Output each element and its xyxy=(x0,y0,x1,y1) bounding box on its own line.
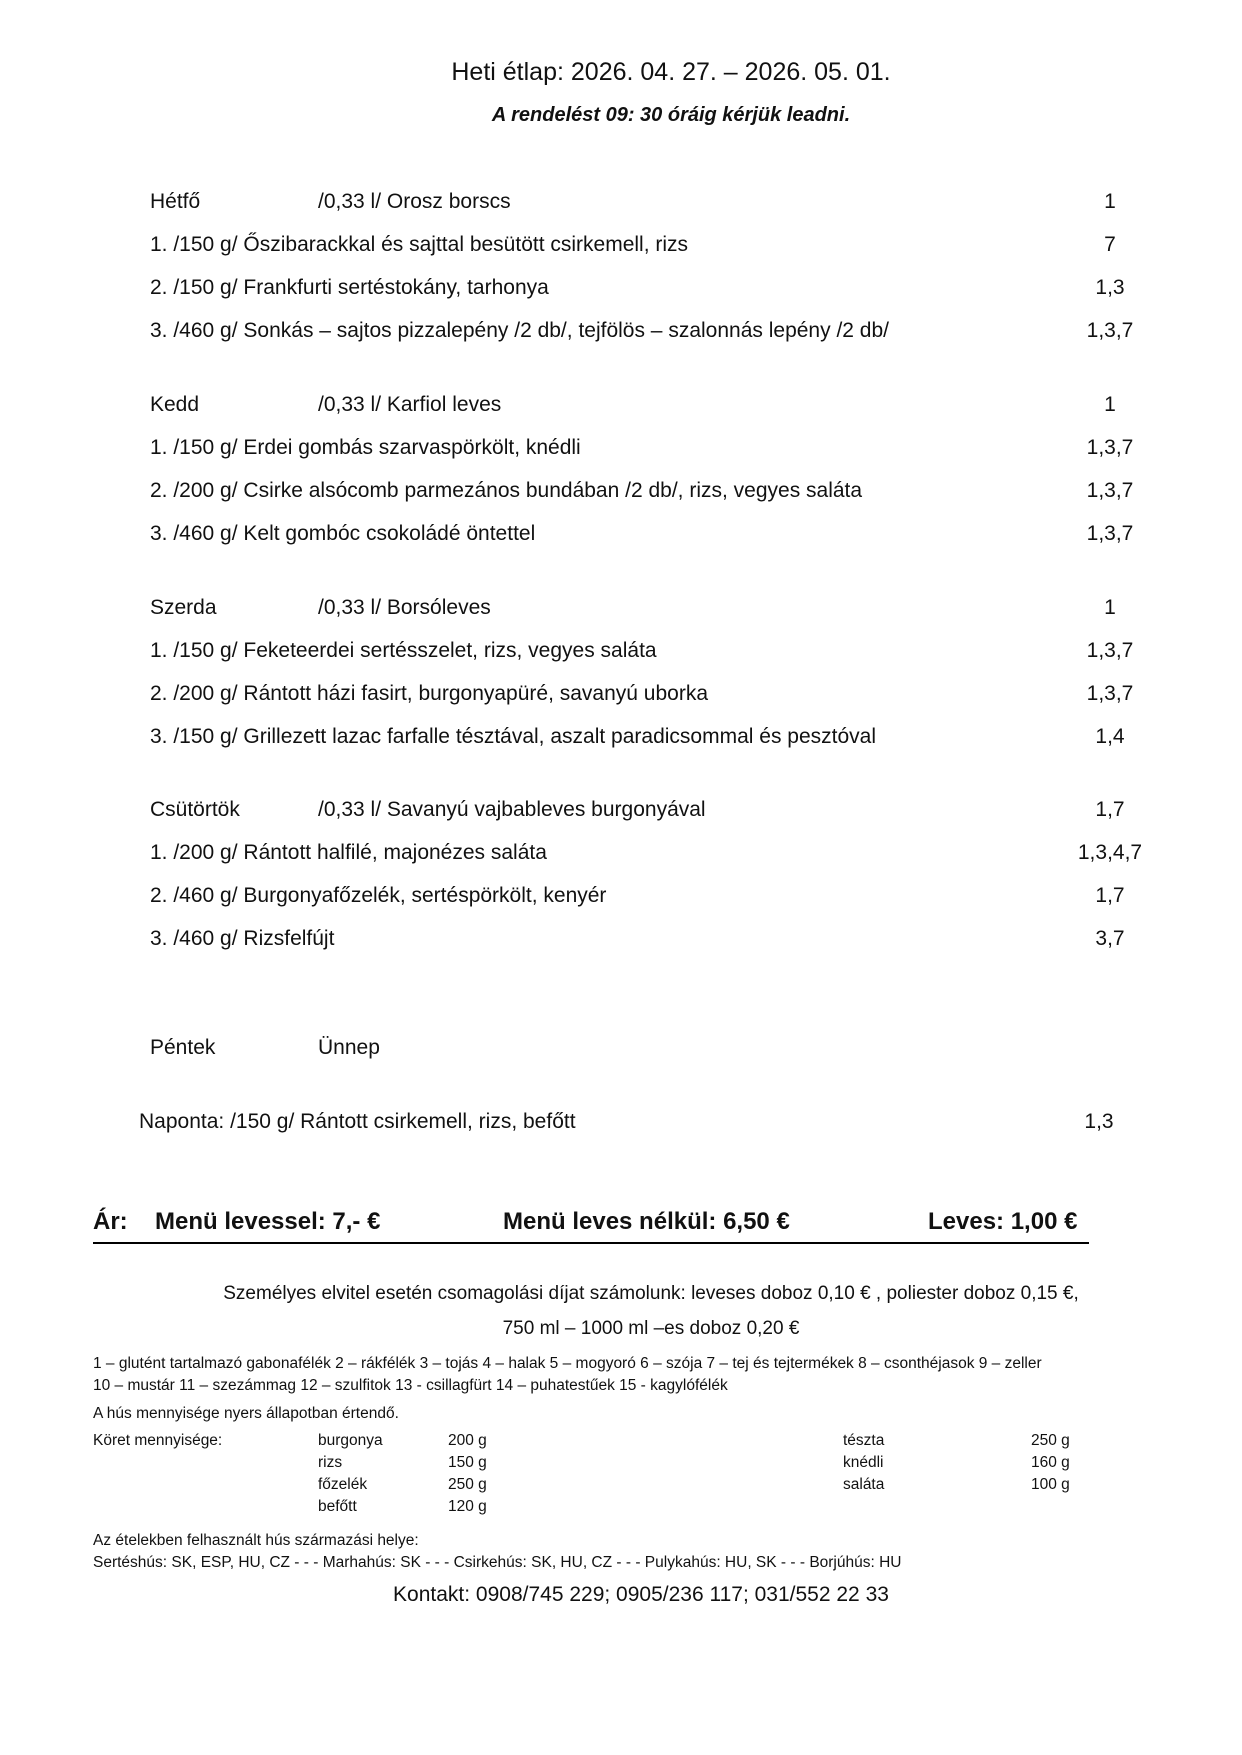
dish-row xyxy=(150,522,1170,552)
dish-row xyxy=(150,479,1170,509)
dish-row xyxy=(150,276,1170,306)
soup: /0,33 l/ Karfiol leves xyxy=(318,393,502,416)
dish-row xyxy=(150,927,1170,957)
side-name: burgonya xyxy=(318,1432,383,1449)
allergens: 1 xyxy=(1104,393,1116,416)
side-name: főzelék xyxy=(318,1476,368,1493)
dish-row xyxy=(150,319,1170,349)
side-name: saláta xyxy=(843,1476,885,1493)
packaging-fee-line1: Személyes elvitel esetén csomagolási díjat számolunk: leveses doboz 0,10 € , poliester doboz 0,15 €, xyxy=(223,1283,1079,1304)
side-item xyxy=(318,1454,498,1476)
allergens: 1,3,4,7 xyxy=(1077,841,1143,864)
packaging-fee-line2: 750 ml – 1000 ml –es doboz 0,20 € xyxy=(502,1318,800,1339)
allergen-legend-line2: 10 – mustár 11 – szezámmag 12 – szulfitok 13 - csillagfürt 14 – puhatestűek 15 - kagylófélék xyxy=(93,1377,728,1394)
day-name: Kedd xyxy=(150,393,200,416)
allergens: 1,3,7 xyxy=(1086,319,1134,342)
side-item xyxy=(843,1454,1103,1476)
side-amount: 100 g xyxy=(1031,1476,1070,1493)
soup: /0,33 l/ Savanyú vajbableves burgonyával xyxy=(318,798,706,821)
side-name: befőtt xyxy=(318,1498,357,1515)
price-line xyxy=(93,1208,1089,1244)
day-row-wednesday xyxy=(150,596,1170,626)
side-amount: 200 g xyxy=(448,1432,487,1449)
dish: 1. /150 g/ Feketeerdei sertésszelet, rizs, vegyes saláta xyxy=(150,639,657,662)
meat-origin-text: Sertéshús: SK, ESP, HU, CZ - - - Marhahús: SK - - - Csirkehús: SK, HU, CZ - - - Pulykahús: HU, SK - - - Borjúhús: HU xyxy=(93,1554,902,1571)
side-amount: 250 g xyxy=(448,1476,487,1493)
allergens: 1,3,7 xyxy=(1086,479,1134,502)
dish: 1. /150 g/ Őszibarackkal és sajttal besütött csirkemell, rizs xyxy=(150,233,689,256)
sides-table-right xyxy=(843,1432,1103,1498)
soup: /0,33 l/ Orosz borscs xyxy=(318,190,511,213)
side-item xyxy=(318,1498,498,1520)
dish: 2. /460 g/ Burgonyafőzelék, sertéspörkölt, kenyér xyxy=(150,884,607,907)
dish: 2. /200 g/ Rántott házi fasirt, burgonyapüré, savanyú uborka xyxy=(150,682,709,705)
day-name: Csütörtök xyxy=(150,798,240,821)
soup: /0,33 l/ Borsóleves xyxy=(318,596,491,619)
allergens: 1 xyxy=(1104,190,1116,213)
allergens: 1,3,7 xyxy=(1086,436,1134,459)
price-without-soup: Menü leves nélkül: 6,50 € xyxy=(503,1208,790,1235)
day-row-tuesday xyxy=(150,393,1170,423)
holiday-note: Ünnep xyxy=(318,1036,380,1059)
allergens: 1,3,7 xyxy=(1086,522,1134,545)
dish-row xyxy=(150,436,1170,466)
allergens: 1,3 xyxy=(1095,276,1125,299)
day-row-monday xyxy=(150,190,1170,220)
allergen-legend-line1: 1 – glutént tartalmazó gabonafélék 2 – rákfélék 3 – tojás 4 – halak 5 – mogyoró 6 – szója 7 – tej és tejtermékek 8 – csonthéjasok 9 – zeller xyxy=(93,1355,1042,1372)
order-deadline-note: A rendelést 09: 30 óráig kérjük leadni. xyxy=(491,104,851,126)
allergens: 1,7 xyxy=(1095,798,1125,821)
allergens: 3,7 xyxy=(1095,927,1125,950)
side-name: rizs xyxy=(318,1454,343,1471)
dish: 3. /150 g/ Grillezett lazac farfalle tésztával, aszalt paradicsommal és pesztóval xyxy=(150,725,876,748)
dish: 1. /150 g/ Erdei gombás szarvaspörkölt, knédli xyxy=(150,436,581,459)
allergens: 1,3,7 xyxy=(1086,682,1134,705)
side-name: tészta xyxy=(843,1432,885,1449)
day-name: Hétfő xyxy=(150,190,201,213)
allergens: 1 xyxy=(1104,596,1116,619)
dish: 3. /460 g/ Rizsfelfújt xyxy=(150,927,335,950)
side-amount: 150 g xyxy=(448,1454,487,1471)
side-amount: 120 g xyxy=(448,1498,487,1515)
price-soup: Leves: 1,00 € xyxy=(928,1208,1078,1235)
dish-row xyxy=(150,682,1170,712)
dish: 2. /200 g/ Csirke alsócomb parmezános bundában /2 db/, rizs, vegyes saláta xyxy=(150,479,863,502)
allergens: 7 xyxy=(1104,233,1116,256)
allergens: 1,7 xyxy=(1095,884,1125,907)
sides-table-left xyxy=(318,1432,498,1520)
price-label: Ár: xyxy=(93,1208,128,1235)
day-row-thursday xyxy=(150,798,1170,828)
dish: 3. /460 g/ Sonkás – sajtos pizzalepény /2 db/, tejfölös – szalonnás lepény /2 db/ xyxy=(150,319,889,342)
side-name: knédli xyxy=(843,1454,884,1471)
daily-dish-row xyxy=(139,1110,1159,1134)
side-item xyxy=(843,1476,1103,1498)
dish: 1. /200 g/ Rántott halfilé, majonézes saláta xyxy=(150,841,547,864)
dish-row xyxy=(150,841,1170,871)
dish-row xyxy=(150,233,1170,263)
day-name: Péntek xyxy=(150,1036,216,1059)
day-row-friday xyxy=(150,1036,1170,1066)
dish-row xyxy=(150,725,1170,755)
sides-label: Köret mennyisége: xyxy=(93,1432,223,1449)
side-amount: 160 g xyxy=(1031,1454,1070,1471)
allergens: 1,3,7 xyxy=(1086,639,1134,662)
dish: 2. /150 g/ Frankfurti sertéstokány, tarhonya xyxy=(150,276,549,299)
side-item xyxy=(843,1432,1103,1454)
dish-row xyxy=(150,884,1170,914)
side-item xyxy=(318,1476,498,1498)
contact-line: Kontakt: 0908/745 229; 0905/236 117; 031/552 22 33 xyxy=(393,1583,889,1606)
day-name: Szerda xyxy=(150,596,217,619)
menu-title: Heti étlap: 2026. 04. 27. – 2026. 05. 01. xyxy=(451,58,891,86)
meat-note: A hús mennyisége nyers állapotban értendő. xyxy=(93,1405,399,1422)
side-amount: 250 g xyxy=(1031,1432,1070,1449)
dish-row xyxy=(150,639,1170,669)
allergens: 1,4 xyxy=(1095,725,1125,748)
dish: 3. /460 g/ Kelt gombóc csokoládé öntettel xyxy=(150,522,536,545)
side-item xyxy=(318,1432,498,1454)
meat-origin-title: Az ételekben felhasznált hús származási helye: xyxy=(93,1532,419,1549)
daily-dish: Naponta: /150 g/ Rántott csirkemell, rizs, befőtt xyxy=(139,1110,576,1133)
allergens: 1,3 xyxy=(1084,1110,1114,1133)
price-with-soup: Menü levessel: 7,- € xyxy=(155,1208,381,1235)
